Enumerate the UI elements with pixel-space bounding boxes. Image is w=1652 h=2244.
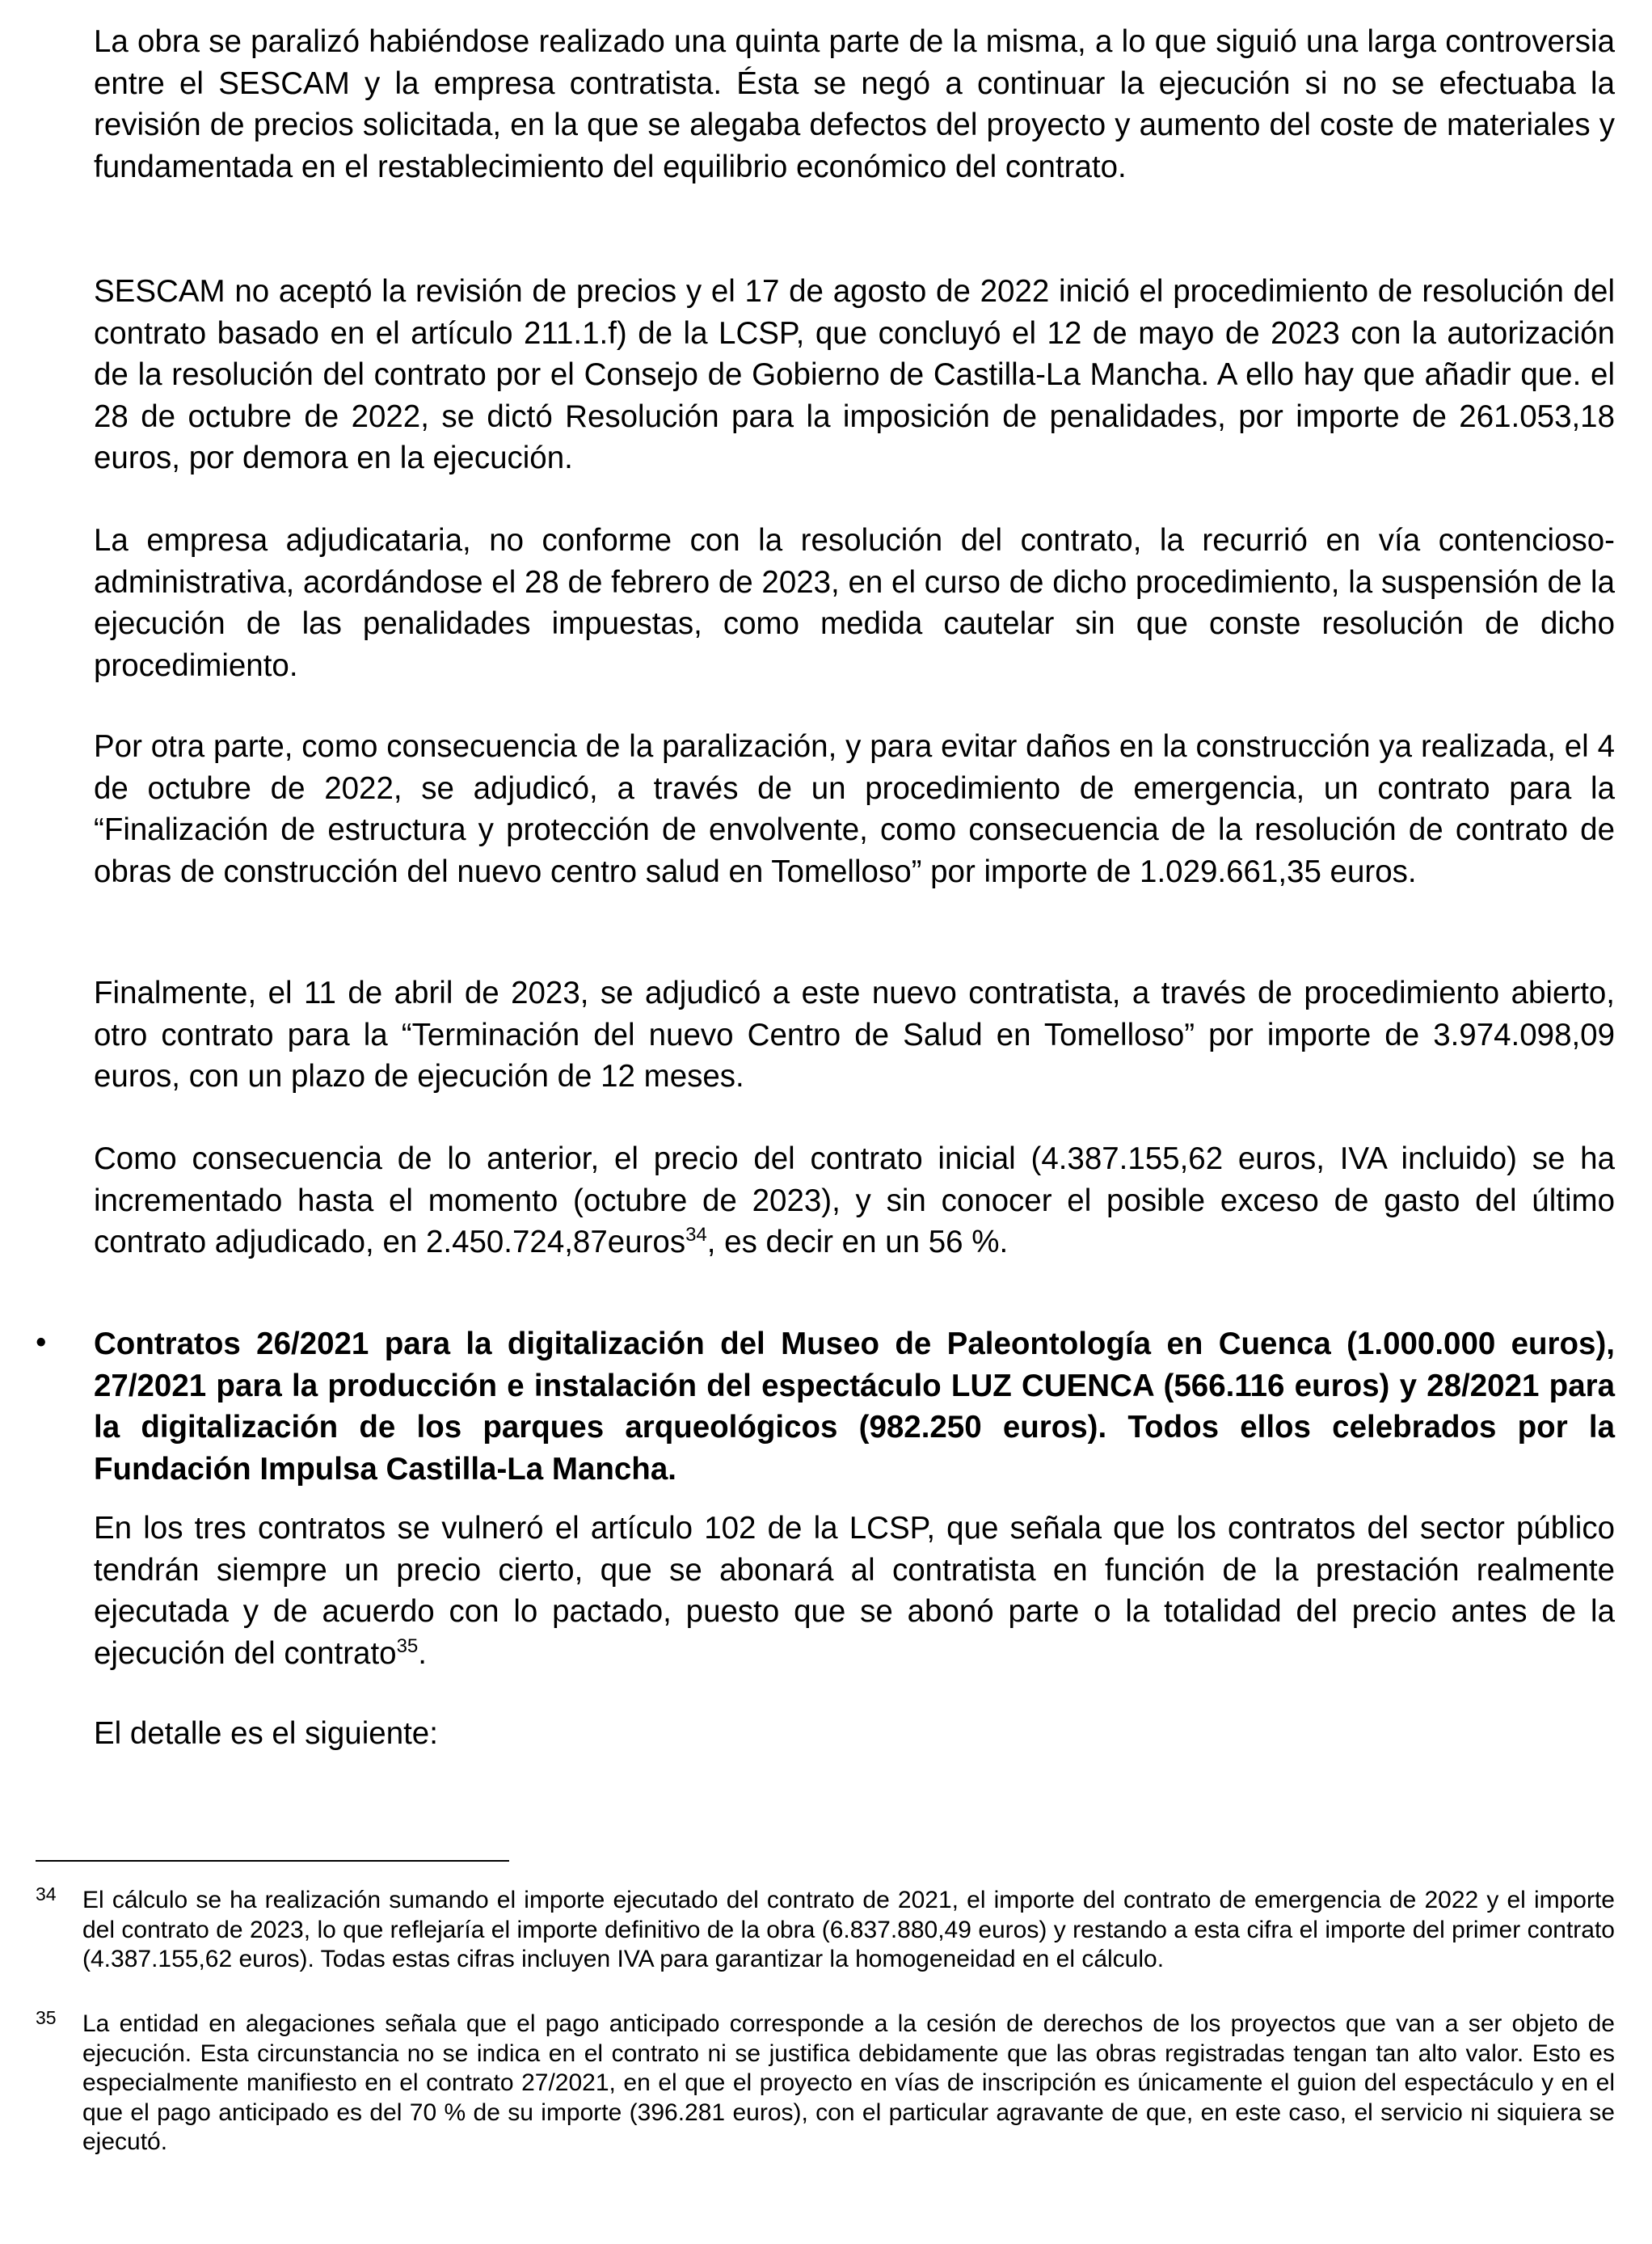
footnote-text: La entidad en alegaciones señala que el pago anticipado corresponde a la cesión de derechos de los proyectos que van a ser objeto de ejecución. Esta circunstancia no se indica en el contrato ni se justifica debidamente que las obras registradas tengan tan alto valor. Esto es especialmente manifiesto en el contrato 27/2021, en el que el proyecto en vías de inscripción es únicamente el guion del espectáculo y en el que el pago anticipado es del 70 % de su importe (396.281 euros), con el particular agravante de que, en este caso, el servicio ni siquiera se ejecutó. <box>82 2010 1615 2155</box>
footnote-reference-35[interactable]: 35 <box>396 1634 419 1657</box>
paragraph-text: SESCAM no aceptó la revisión de precios y el 17 de agosto de 2022 inició el procedimiento de resolución del contrato basado en el artículo 211.1.f) de la LCSP, que concluyó el 12 de mayo de 2023 con la autorización de la resolución del contrato por el Consejo de Gobierno de Castilla-La Mancha. A ello hay que añadir que. el 28 de octubre de 2022, se dictó Resolución para la imposición de penalidades, por importe de 261.053,18 euros, por demora en la ejecución. <box>94 274 1615 475</box>
paragraph-text-part: Como consecuencia de lo anterior, el precio del contrato inicial (4.387.155,62 euros, IVA incluido) se ha incrementado hasta el momento (octubre de 2023), y sin conocer el posible exceso de gasto del último contrato adjudicado, en 2.450.724,87euros <box>94 1141 1615 1259</box>
footnote-number: 35 <box>36 2007 57 2028</box>
paragraph-resolucion-contrato <box>94 271 1615 479</box>
paragraph-recurso-contencioso <box>94 520 1615 686</box>
footnote-text: El cálculo se ha realización sumando el importe ejecutado del contrato de 2021, el importe del contrato de emergencia de 2022 y el importe del contrato de 2023, lo que reflejaría el importe definitivo de la obra (6.837.880,49 euros) y restando a esta cifra el importe del primer contrato (4.387.155,62 euros). Todas estas cifras incluyen IVA para garantizar la homogeneidad en el cálculo. <box>82 1887 1615 1972</box>
bullet-icon: • <box>36 1325 47 1360</box>
paragraph-obra-paralizada <box>94 21 1615 188</box>
paragraph-text: Por otra parte, como consecuencia de la paralización, y para evitar daños en la construcción ya realizada, el 4 de octubre de 2022, se adjudicó, a través de un procedimiento de emergencia, un contrato para la “Finalización de estructura y protección de envolvente, como consecuencia de la resolución de contrato de obras de construcción del nuevo centro salud en Tomelloso” por importe de 1.029.661,35 euros. <box>94 729 1615 889</box>
paragraph-text <box>94 1138 1615 1263</box>
paragraph-text-part: . <box>418 1635 427 1671</box>
paragraph-text: La obra se paralizó habiéndose realizado una quinta parte de la misma, a lo que siguió una larga controversia entre el SESCAM y la empresa contratista. Ésta se negó a continuar la ejecución si no se efectuaba la revisión de precios solicitada, en la que se alegaba defectos del proyecto y aumento del coste de materiales y fundamentada en el restablecimiento del equilibrio económico del contrato. <box>94 24 1615 184</box>
paragraph-vulneracion-lcsp <box>94 1508 1615 1674</box>
paragraph-incremento-precio <box>94 1138 1615 1263</box>
footnote-separator <box>36 1860 509 1862</box>
footnote-34 <box>36 1883 1615 1975</box>
paragraph-text: Finalmente, el 11 de abril de 2023, se adjudicó a este nuevo contratista, a través de procedimiento abierto, otro contrato para la “Terminación del nuevo Centro de Salud en Tomelloso” por importe de 3.974.098,09 euros, con un plazo de ejecución de 12 meses. <box>94 976 1615 1094</box>
footnote-reference-34[interactable]: 34 <box>685 1224 707 1246</box>
footnote-35 <box>36 2007 1615 2158</box>
paragraph-text: El detalle es el siguiente: <box>94 1716 438 1751</box>
footnote-number: 34 <box>36 1883 57 1904</box>
paragraph-text: La empresa adjudicataria, no conforme con la resolución del contrato, la recurrió en vía contencioso-administrativa, acordándose el 28 de febrero de 2023, en el curso de dicho procedimiento, la suspensión de la ejecución de las penalidades impuestas, como medida cautelar sin que conste resolución de dicho procedimiento. <box>94 523 1615 683</box>
paragraph-terminacion-centro <box>94 972 1615 1098</box>
paragraph-text <box>94 1508 1615 1674</box>
bullet-heading-contratos: Contratos 26/2021 para la digitalización del Museo de Paleontología en Cuenca (1.000.000 euros), 27/2021 para la producción e instalación del espectáculo LUZ CUENCA (566.116 euros) y 28/2021 para la digitalización de los parques arqueológicos (982.250 euros). Todos ellos celebrados por la Fundación Impulsa Castilla-La Mancha. <box>94 1327 1615 1487</box>
paragraph-text-part: , es decir en un 56 %. <box>706 1225 1009 1259</box>
paragraph-detalle <box>94 1713 1615 1755</box>
paragraph-text-part: En los tres contratos se vulneró el artículo 102 de la LCSP, que señala que los contratos del sector público tendrán siempre un precio cierto, que se abonará al contratista en función de la prestación realmente ejecutada y de acuerdo con lo pactado, puesto que se abonó parte o la totalidad del precio antes de la ejecución del contrato <box>94 1511 1615 1671</box>
paragraph-contrato-emergencia <box>94 726 1615 892</box>
